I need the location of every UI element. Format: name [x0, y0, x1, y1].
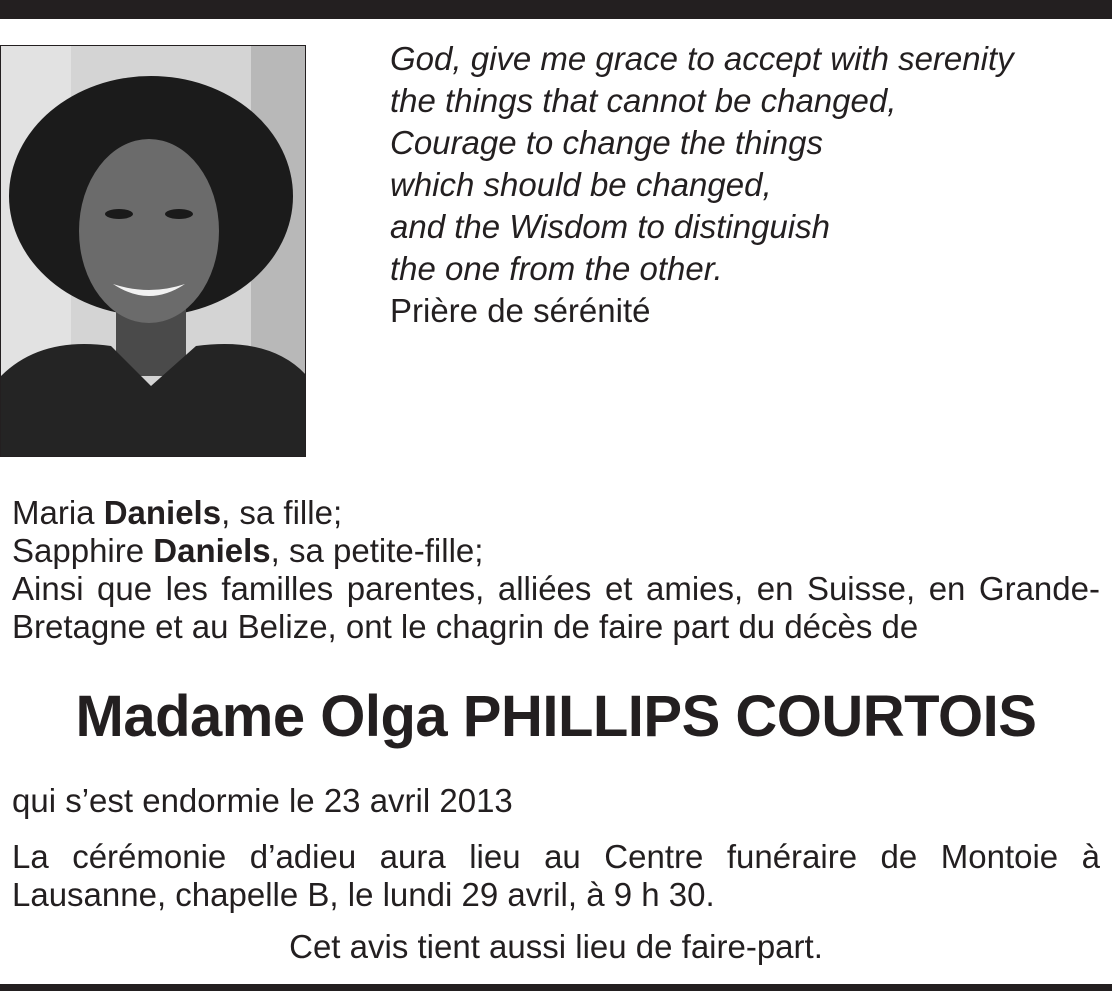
notice-text: Cet avis tient aussi lieu de faire-part.	[289, 928, 823, 965]
serenity-prayer	[390, 38, 1090, 332]
families-line: Ainsi que les familles parentes, alliées et amies, en Suisse, en Grande-	[12, 570, 1100, 607]
first-name: Sapphire	[12, 532, 154, 569]
portrait-photo	[0, 45, 306, 457]
family-announcement	[12, 494, 1100, 646]
poem-line: and the Wisdom to distinguish	[390, 208, 830, 245]
death-date: qui s’est endormie le 23 avril 2013	[12, 782, 513, 819]
first-name: Maria	[12, 494, 104, 531]
portrait-illustration	[1, 46, 306, 457]
surname: Daniels	[103, 494, 222, 531]
family-member-line	[12, 494, 1100, 532]
poem-line: which should be changed,	[390, 166, 772, 203]
deceased-name: Madame Olga PHILLIPS COURTOIS	[75, 684, 1037, 749]
poem-line: Courage to change the things	[390, 124, 823, 161]
surname: Daniels	[153, 532, 271, 569]
ceremony-line: Lausanne, chapelle B, le lundi 29 avril, à 9 h 30.	[12, 876, 715, 913]
poem-line: the one from the other.	[390, 250, 723, 287]
relationship: , sa fille;	[221, 494, 343, 531]
ceremony-details	[12, 838, 1100, 914]
top-rule	[0, 0, 1112, 19]
families-line: Bretagne et au Belize, ont le chagrin de faire part du décès de	[12, 608, 919, 645]
bottom-rule	[0, 984, 1112, 991]
relationship: , sa petite-fille;	[270, 532, 484, 569]
poem-line: God, give me grace to accept with serenity	[390, 40, 1014, 77]
family-member-line	[12, 532, 1100, 570]
poem-source: Prière de sérénité	[390, 292, 651, 329]
poem-line: the things that cannot be changed,	[390, 82, 897, 119]
ceremony-line: La cérémonie d’adieu aura lieu au Centre funéraire de Montoie à	[12, 838, 1100, 875]
